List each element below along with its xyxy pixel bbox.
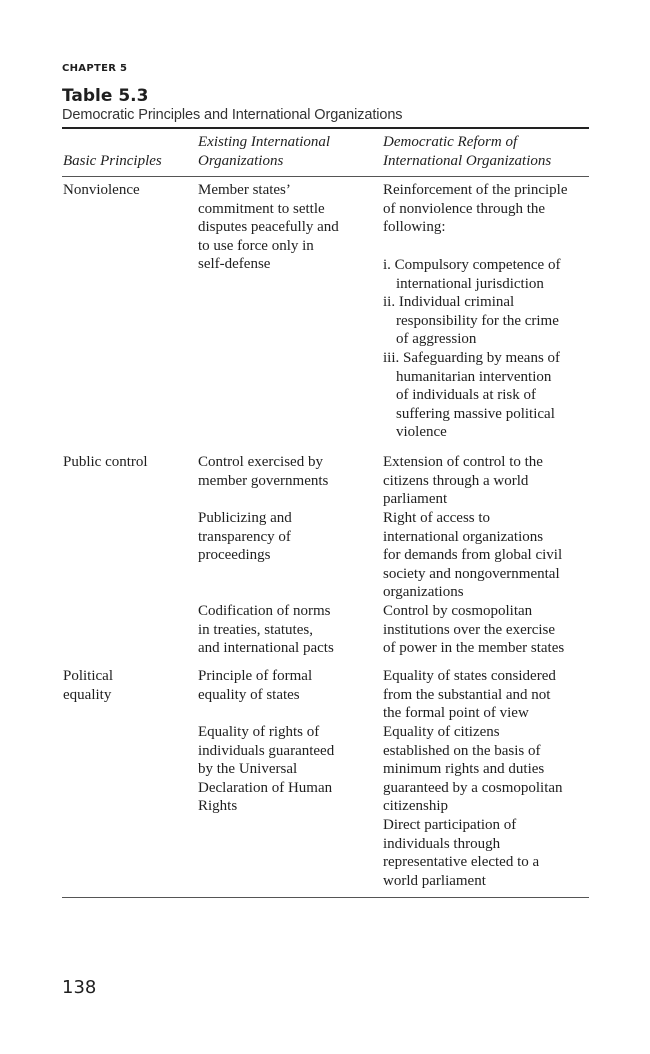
text-line: established on the basis of	[383, 742, 541, 759]
text-line: self-defense	[198, 256, 271, 273]
text-line: by the Universal	[198, 761, 298, 778]
text-line: Right of access to	[383, 510, 491, 526]
text-line: individuals guaranteed	[198, 742, 335, 759]
text-line: of power in the member states	[383, 640, 565, 657]
list-item: ii. Individual criminal	[383, 294, 515, 311]
text-line: Equality of rights of	[198, 724, 320, 740]
existing-public-control-1	[198, 453, 328, 490]
text-line: following:	[383, 219, 446, 236]
list-item: i. Compulsory competence of	[383, 257, 561, 273]
existing-nonviolence	[198, 181, 339, 274]
header-line: Democratic Reform of	[383, 134, 518, 150]
text-line: Principle of formal	[198, 668, 313, 684]
reform-political-equality-2	[383, 723, 563, 890]
text-line: citizenship	[383, 798, 448, 815]
reform-public-control-3	[383, 602, 564, 658]
text-line: organizations	[383, 584, 464, 601]
list-item-continuation: of individuals at risk of	[396, 387, 536, 404]
text-line: Control by cosmopolitan	[383, 603, 533, 619]
text-line: Declaration of Human	[198, 779, 333, 796]
text-line: world parliament	[383, 872, 486, 889]
reform-nonviolence	[383, 181, 568, 237]
reform-public-control-1	[383, 453, 543, 509]
list-item-continuation: humanitarian intervention	[396, 368, 552, 385]
principle-nonviolence: Nonviolence	[63, 182, 140, 198]
text-line: parliament	[383, 491, 448, 508]
header-democratic-reform	[383, 133, 551, 170]
text-line: Equality of citizens	[383, 724, 500, 740]
page-number: 138	[62, 977, 97, 998]
text-line: Member states’	[198, 182, 291, 198]
chapter-heading: CHAPTER 5	[62, 63, 128, 74]
table-caption: Democratic Principles and International Organizations	[62, 107, 403, 123]
text-line: minimum rights and duties	[383, 761, 545, 778]
header-line: Organizations	[198, 152, 284, 169]
list-item-continuation: international jurisdiction	[396, 275, 544, 292]
text-line: of nonviolence through the	[383, 200, 546, 217]
text-line: Control exercised by	[198, 454, 323, 470]
table-label: Table 5.3	[62, 86, 149, 106]
text-line: for demands from global civil	[383, 547, 563, 564]
text-line: from the substantial and not	[383, 686, 551, 703]
text-line: Publicizing and	[198, 510, 292, 526]
text-line: Equality of states considered	[383, 668, 556, 684]
text-line: international organizations	[383, 528, 544, 545]
text-line: commitment to settle	[198, 200, 325, 217]
text-line: guaranteed by a cosmopolitan	[383, 779, 563, 796]
text-line: Extension of control to the	[383, 454, 543, 470]
text-line: proceedings	[198, 547, 271, 564]
text-line: the formal point of view	[383, 705, 529, 722]
text-line: citizens through a world	[383, 472, 529, 489]
text-line: Reinforcement of the principle	[383, 182, 568, 198]
list-item: iii. Safeguarding by means of	[383, 349, 561, 366]
text-line: member governments	[198, 472, 329, 489]
text-line: disputes peacefully and	[198, 219, 339, 236]
list-item-continuation: of aggression	[396, 331, 477, 348]
text-line: Direct participation of	[383, 816, 517, 833]
text-line: transparency of	[198, 528, 291, 545]
header-rule	[62, 176, 589, 177]
text-line: in treaties, statutes,	[198, 621, 313, 638]
table-top-rule	[62, 127, 589, 129]
text-line: institutions over the exercise	[383, 621, 556, 638]
table-bottom-rule	[62, 897, 589, 898]
principle-public-control: Public control	[63, 454, 148, 470]
reform-nonviolence-list	[383, 256, 560, 442]
text-line: Rights	[198, 798, 238, 815]
text-line: equality	[63, 686, 112, 703]
list-item-continuation: suffering massive political	[396, 405, 555, 422]
text-line: and international pacts	[198, 640, 334, 657]
header-line: International Organizations	[383, 152, 552, 169]
text-line: Codification of norms	[198, 603, 331, 619]
header-line: Existing International	[198, 134, 331, 150]
existing-public-control-2	[198, 509, 292, 565]
text-line: to use force only in	[198, 237, 314, 254]
existing-public-control-3	[198, 602, 334, 658]
text-line: Political	[63, 668, 113, 684]
existing-political-equality-1	[198, 667, 312, 704]
text-line: equality of states	[198, 686, 300, 703]
reform-political-equality-1	[383, 667, 556, 723]
existing-political-equality-2	[198, 723, 334, 816]
header-existing-organizations	[198, 133, 330, 170]
reform-public-control-2	[383, 509, 562, 602]
principle-political-equality	[63, 667, 113, 704]
text-line: society and nongovernmental	[383, 565, 560, 582]
text-line: individuals through	[383, 835, 501, 852]
list-item-continuation: responsibility for the crime	[396, 312, 559, 329]
header-basic-principles: Basic Principles	[63, 153, 162, 169]
text-line: representative elected to a	[383, 854, 540, 871]
list-item-continuation: violence	[396, 424, 447, 441]
